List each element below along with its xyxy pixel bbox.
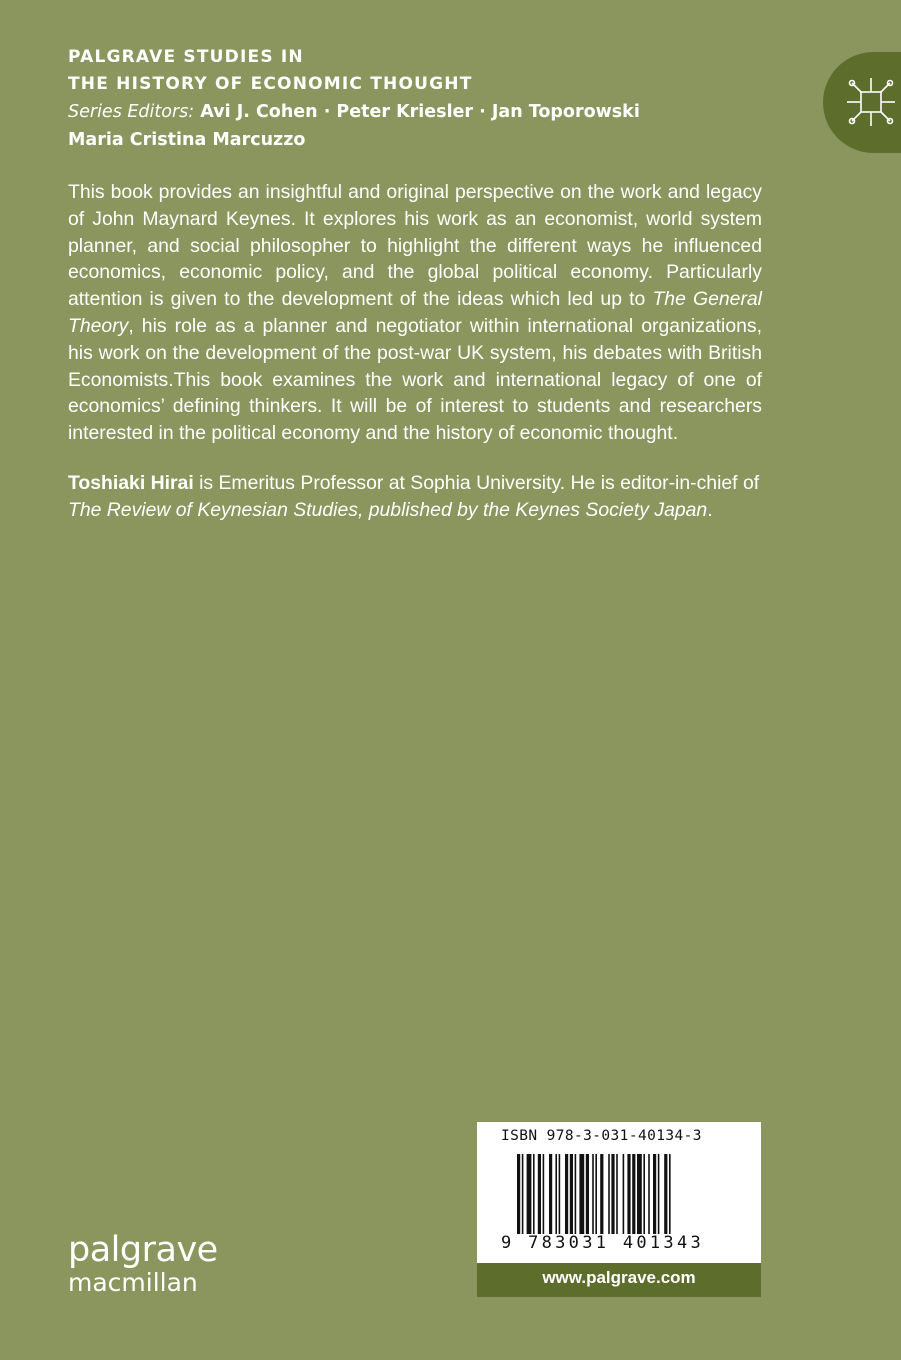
publisher-logo bbox=[68, 1232, 218, 1298]
barcode-bar bbox=[527, 1154, 532, 1234]
barcode-bar bbox=[533, 1154, 535, 1234]
barcode-bar bbox=[565, 1154, 568, 1234]
barcode-bar bbox=[623, 1154, 625, 1234]
series-editors-names: Avi J. Cohen · Peter Kriesler · Jan Toporowski bbox=[200, 102, 640, 122]
barcode-bar bbox=[611, 1154, 614, 1234]
series-title-line2: THE HISTORY OF ECONOMIC THOUGHT bbox=[68, 74, 473, 94]
author-bio-end: . bbox=[707, 498, 713, 521]
barcode-bar bbox=[669, 1154, 671, 1234]
barcode-bar bbox=[570, 1154, 573, 1234]
author-bio-text: is Emeritus Professor at Sophia University. He is editor-in-chief of bbox=[193, 472, 760, 494]
author-bio bbox=[68, 470, 762, 524]
publisher-url[interactable]: www.palgrave.com bbox=[477, 1263, 761, 1297]
author-name: Toshiaki Hirai bbox=[68, 472, 194, 494]
barcode-bar bbox=[664, 1154, 667, 1234]
barcode-bar bbox=[522, 1154, 524, 1234]
publisher-logo-line2: macmillan bbox=[68, 1268, 198, 1297]
book-description bbox=[68, 179, 762, 447]
publisher-logo-line1: palgrave bbox=[68, 1230, 218, 1270]
barcode-bar bbox=[586, 1154, 589, 1234]
series-editors bbox=[68, 98, 788, 126]
barcode-bar bbox=[653, 1154, 656, 1234]
barcode-bar bbox=[555, 1154, 557, 1234]
barcode-bar bbox=[600, 1154, 603, 1234]
barcode-bar bbox=[658, 1154, 660, 1234]
barcode-bar bbox=[543, 1154, 545, 1234]
barcode-bar bbox=[643, 1154, 645, 1234]
description-part2: , his role as a planner and negotiator within international organizations, his work on the development of the post-war UK system, his debates with British Economists.This book examines the work and international legacy of one of economics’ defining thinkers. It will be of interest to students and researchers interested in the political economy and the history of economic thought. bbox=[68, 314, 762, 445]
isbn-text: ISBN 978-3-031-40134-3 bbox=[501, 1128, 702, 1144]
barcode-bar bbox=[579, 1154, 584, 1234]
barcode-box bbox=[477, 1122, 761, 1263]
barcode-bar bbox=[592, 1154, 594, 1234]
barcode-bar bbox=[632, 1154, 635, 1234]
barcode-bar bbox=[549, 1154, 552, 1234]
barcode-bar bbox=[559, 1154, 561, 1234]
palgrave-network-icon bbox=[843, 74, 899, 130]
description-part1: This book provides an insightful and original perspective on the work and legacy of John Maynard Keynes. It explores his work as an economist, world system planner, and social philosopher to highlight the different ways he influenced economics, economic policy, and the global political economy. Particularly attention is given to the development of the ideas which led up to bbox=[68, 181, 762, 311]
barcode-bar bbox=[595, 1154, 597, 1234]
series-editors-label: Series Editors: bbox=[68, 102, 195, 122]
barcode-bars bbox=[517, 1154, 721, 1234]
author-journal: The Review of Keynesian Studies, published by the Keynes Society Japan bbox=[68, 498, 708, 521]
series-block bbox=[68, 44, 788, 154]
barcode-bar bbox=[616, 1154, 618, 1234]
barcode-bar bbox=[538, 1154, 541, 1234]
barcode-bar bbox=[608, 1154, 610, 1234]
series-editors-line2: Maria Cristina Marcuzzo bbox=[68, 130, 306, 150]
series-title-line1: PALGRAVE STUDIES IN bbox=[68, 47, 304, 67]
barcode-digits: 9 783031 401343 bbox=[501, 1233, 705, 1253]
barcode-bar bbox=[637, 1154, 642, 1234]
barcode-bar bbox=[517, 1154, 520, 1234]
barcode-bar bbox=[627, 1154, 630, 1234]
description-book-title: The General Theory bbox=[68, 288, 762, 337]
barcode-bar bbox=[575, 1154, 577, 1234]
series-badge bbox=[823, 52, 901, 153]
barcode-bar bbox=[648, 1154, 650, 1234]
